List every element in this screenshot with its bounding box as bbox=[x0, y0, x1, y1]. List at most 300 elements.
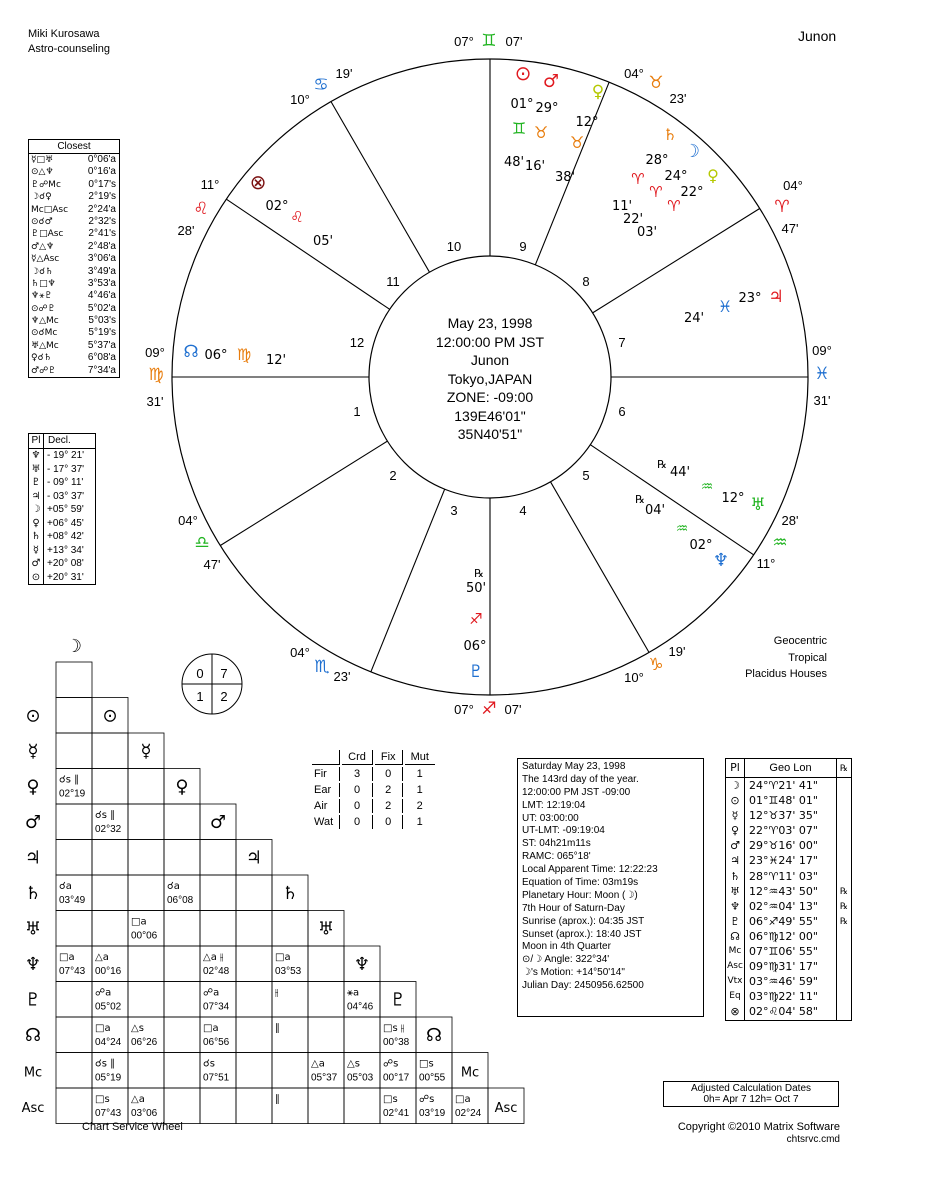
quadrant-value: 7 bbox=[220, 666, 228, 681]
planet-glyph: ☽ bbox=[683, 141, 701, 162]
planet-glyph: ♌ bbox=[290, 208, 304, 226]
planet-glyph: 05' bbox=[312, 234, 334, 249]
center-longitude: 139E46'01" bbox=[454, 407, 526, 424]
geolon-col-lon: Geo Lon bbox=[745, 759, 837, 777]
house-number: 7 bbox=[618, 335, 626, 350]
aspect-symbol: □s bbox=[419, 1058, 434, 1070]
elements-row bbox=[312, 815, 435, 829]
info-line: Moon in 4th Quarter bbox=[522, 941, 611, 953]
closest-row bbox=[29, 290, 119, 302]
center-place: Tokyo,JAPAN bbox=[447, 370, 533, 387]
calculation-info-box bbox=[517, 758, 704, 1017]
planet-glyph: 16' bbox=[524, 159, 546, 174]
aspect-orb: 07°51 bbox=[203, 1072, 230, 1084]
aspect-orb: 02°32 bbox=[95, 824, 122, 835]
planet-glyph: ♉ bbox=[533, 123, 549, 142]
aspect-cell bbox=[92, 911, 128, 947]
decl-planet: ♄ bbox=[29, 530, 44, 544]
planet-glyph: 03' bbox=[636, 225, 658, 240]
footer-file: chtsrvc.cmd bbox=[786, 1134, 840, 1145]
planet-glyph: ℞ bbox=[657, 458, 667, 471]
aspect-row-planet: ♂ bbox=[24, 811, 42, 833]
planet-glyph: 11' bbox=[611, 199, 633, 214]
aspect-row-planet: ♀ bbox=[26, 776, 40, 798]
geolon-value: 23°♓24' 17" bbox=[745, 853, 837, 868]
planet-glyph: ⊙ bbox=[514, 61, 532, 85]
declination-table bbox=[28, 433, 96, 585]
aspect-cell bbox=[92, 769, 128, 805]
aspect-symbol: ∥ bbox=[275, 1023, 280, 1034]
geolon-planet: Vtx bbox=[726, 974, 745, 989]
house-number: 6 bbox=[618, 404, 626, 419]
aspect-orb: 07°43 bbox=[59, 966, 86, 977]
aspect-orb: 03°06 bbox=[131, 1108, 158, 1119]
planet-glyph: ♒ bbox=[675, 521, 689, 537]
decl-value: - 09° 11' bbox=[47, 477, 84, 488]
cusp-sign-icon: ♐ bbox=[481, 699, 497, 719]
closest-row bbox=[29, 241, 119, 253]
planet-glyph: ♈ bbox=[631, 170, 645, 188]
elements-header: Fix bbox=[375, 750, 403, 765]
aspect-cell bbox=[128, 769, 164, 805]
closest-orb: 2°41's bbox=[88, 228, 116, 240]
decl-planet: ♃ bbox=[29, 490, 44, 504]
planet-glyph: ♃ bbox=[768, 287, 784, 307]
aspect-orb: 00°55 bbox=[419, 1072, 446, 1084]
aspect-orb: 00°16 bbox=[95, 966, 122, 977]
house-number: 1 bbox=[353, 404, 361, 419]
info-line: ST: 04h21m11s bbox=[522, 838, 591, 850]
closest-orb: 5°02'a bbox=[87, 302, 116, 314]
info-line: Local Apparent Time: 12:22:23 bbox=[522, 864, 658, 876]
aspect-orb: 03°19 bbox=[419, 1108, 446, 1119]
geolon-col-rx: ℞ bbox=[839, 763, 849, 773]
geolon-value: 12°♉37' 35" bbox=[745, 808, 837, 823]
aspect-cell bbox=[200, 875, 236, 911]
adjusted-title: Adjusted Calculation Dates bbox=[690, 1083, 812, 1094]
info-line: Saturday May 23, 1998 bbox=[522, 761, 626, 772]
center-time: 12:00:00 PM JST bbox=[435, 333, 545, 350]
cusp-minutes: 23' bbox=[333, 669, 351, 684]
cusp-degree: 04° bbox=[624, 66, 644, 81]
element-count: 1 bbox=[416, 784, 423, 796]
cusp-minutes: 28' bbox=[177, 223, 195, 238]
geolon-value: 24°♈21' 41" bbox=[745, 778, 837, 793]
aspect-grid bbox=[0, 628, 520, 1119]
decl-row bbox=[29, 463, 95, 477]
closest-orb: 3°53'a bbox=[87, 277, 116, 289]
planet-glyph: ♅ bbox=[750, 495, 766, 515]
aspect-cell bbox=[56, 911, 92, 947]
decl-col-planet: Pl bbox=[29, 434, 44, 448]
aspect-orb: 00°06 bbox=[131, 930, 158, 942]
closest-pair: ⊙☌Mc bbox=[31, 328, 58, 339]
aspect-cell bbox=[128, 946, 164, 982]
info-line: Julian Day: 2450956.62500 bbox=[522, 980, 644, 992]
info-line: UT: 03:00:00 bbox=[522, 812, 579, 824]
decl-value: +05° 59' bbox=[47, 504, 84, 515]
geolon-row bbox=[726, 793, 851, 808]
aspect-cell bbox=[128, 1053, 164, 1089]
geolon-value: 29°♉16' 00" bbox=[745, 838, 837, 853]
closest-row bbox=[29, 303, 119, 315]
geolon-value: 06°♐49' 55" bbox=[745, 914, 837, 929]
elements-header: Mut bbox=[405, 750, 435, 765]
aspect-symbol: ⫲ bbox=[275, 987, 279, 999]
aspect-symbol: □a bbox=[275, 952, 291, 963]
closest-row bbox=[29, 253, 119, 265]
planet-glyph: 38' bbox=[554, 170, 576, 185]
aspect-cell bbox=[128, 804, 164, 840]
aspect-cell bbox=[92, 875, 128, 911]
aspect-symbol: □a bbox=[59, 952, 75, 963]
aspect-diagonal-planet: ♀ bbox=[175, 776, 189, 798]
planet-glyph: 24' bbox=[683, 311, 705, 326]
geolon-planet: ♅ bbox=[726, 884, 745, 899]
closest-pair: ♇□Asc bbox=[31, 229, 64, 240]
cusp-sign-icon: ♌ bbox=[193, 199, 209, 219]
aspect-symbol: ☍a bbox=[95, 987, 112, 999]
geolon-value: 07°♊06' 55" bbox=[745, 944, 837, 959]
planet-glyph: ♉ bbox=[569, 133, 585, 152]
aspect-symbol: ☍s bbox=[419, 1094, 435, 1105]
closest-pair: ♂△♆ bbox=[31, 241, 55, 252]
cusp-sign-icon: ♏ bbox=[314, 657, 330, 677]
element-count: 1 bbox=[416, 816, 423, 828]
aspect-cell bbox=[308, 946, 344, 982]
cusp-degree: 11° bbox=[756, 556, 776, 571]
info-line: 12:00:00 PM JST -09:00 bbox=[522, 786, 631, 798]
aspect-cell bbox=[164, 1017, 200, 1053]
planet-glyph: ♈ bbox=[649, 183, 663, 201]
aspect-cell bbox=[128, 982, 164, 1018]
aspect-cell bbox=[308, 1088, 344, 1124]
closest-orb: 3°06'a bbox=[87, 253, 116, 265]
aspect-row-planet: ♆ bbox=[24, 953, 42, 975]
closest-pair: ♀☌♄ bbox=[31, 353, 52, 364]
geolon-planet: ♃ bbox=[726, 853, 745, 868]
cusp-degree: 10° bbox=[290, 92, 310, 107]
aspect-symbol: □s bbox=[383, 1094, 398, 1105]
closest-row bbox=[29, 352, 119, 364]
closest-orb: 0°06'a bbox=[87, 154, 116, 165]
planet-glyph: ♀ bbox=[591, 82, 605, 102]
geolon-row bbox=[726, 944, 851, 959]
geolon-planet: ♀ bbox=[726, 823, 745, 838]
geolon-row bbox=[726, 853, 851, 868]
geolon-retro bbox=[837, 778, 851, 793]
geolon-row bbox=[726, 929, 851, 944]
aspect-cell bbox=[128, 875, 164, 911]
aspect-cell bbox=[164, 840, 200, 876]
decl-planet: ⊙ bbox=[29, 571, 44, 585]
planet-glyph: ♍ bbox=[236, 345, 252, 364]
elements-row bbox=[312, 799, 435, 813]
closest-row bbox=[29, 278, 119, 290]
geolon-retro bbox=[837, 838, 851, 853]
house-number: 10 bbox=[446, 239, 462, 254]
aspect-orb: 05°03 bbox=[347, 1072, 374, 1084]
geolon-row bbox=[726, 974, 851, 989]
elements-header: Crd bbox=[342, 750, 373, 765]
geolon-retro bbox=[837, 1004, 851, 1019]
aspect-symbol: ☍s bbox=[383, 1058, 399, 1070]
aspect-orb: 02°41 bbox=[383, 1108, 410, 1119]
info-line: 7th Hour of Saturn-Day bbox=[522, 902, 625, 914]
aspect-row-planet: ♇ bbox=[24, 989, 42, 1011]
aspect-symbol: ∥ bbox=[275, 1094, 280, 1105]
geolon-value: 03°♍22' 11" bbox=[745, 989, 837, 1004]
info-line: Planetary Hour: Moon (☽) bbox=[522, 889, 638, 901]
geolon-value: 03°♒46' 59" bbox=[745, 974, 837, 989]
aspect-orb: 03°53 bbox=[275, 966, 302, 977]
element-count: 1 bbox=[416, 768, 423, 780]
element-label: Fir bbox=[312, 767, 340, 781]
aspect-symbol: □s bbox=[95, 1094, 110, 1105]
planet-glyph: 22° bbox=[680, 185, 704, 200]
closest-pair: ⊙☍♇ bbox=[31, 303, 56, 314]
house-number: 4 bbox=[519, 503, 527, 518]
info-line: Equation of Time: 03m19s bbox=[522, 877, 639, 889]
planet-glyph: ♊ bbox=[511, 119, 527, 138]
house-number: 9 bbox=[519, 239, 527, 254]
decl-value: +06° 45' bbox=[47, 517, 84, 529]
planet-glyph: 06° bbox=[204, 348, 228, 363]
aspect-orb: 00°17 bbox=[383, 1072, 410, 1084]
geolon-row bbox=[726, 914, 851, 929]
geolon-row bbox=[726, 989, 851, 1004]
house-number: 8 bbox=[582, 274, 590, 289]
house-cusp-line bbox=[220, 441, 387, 545]
aspect-diagonal-cell bbox=[56, 662, 92, 698]
geolon-planet: ♇ bbox=[726, 914, 745, 929]
aspect-orb: 02°24 bbox=[455, 1108, 482, 1119]
cusp-degree: 10° bbox=[624, 670, 644, 685]
aspect-orb: 02°48 bbox=[203, 966, 230, 977]
closest-row bbox=[29, 340, 119, 352]
aspect-cell bbox=[236, 1017, 272, 1053]
cusp-sign-icon: ♉ bbox=[648, 73, 664, 93]
aspect-cell bbox=[164, 946, 200, 982]
planet-glyph: ♄ bbox=[662, 125, 678, 144]
house-cusp-line bbox=[226, 199, 389, 309]
house-cusp-line bbox=[331, 102, 430, 273]
closest-aspects-table bbox=[28, 139, 120, 378]
aspect-symbol: △a ⫲ bbox=[203, 952, 224, 963]
closest-orb: 7°34'a bbox=[87, 364, 116, 376]
closest-row bbox=[29, 228, 119, 240]
planet-glyph: 12° bbox=[575, 115, 599, 130]
aspect-cell bbox=[236, 1088, 272, 1124]
house-number: 3 bbox=[450, 503, 458, 518]
closest-orb: 2°24'a bbox=[87, 203, 116, 215]
cusp-degree: 11° bbox=[200, 177, 220, 192]
aspect-symbol: ☌s ∥ bbox=[95, 810, 116, 821]
quadrant-value: 2 bbox=[220, 689, 228, 704]
geolon-planet: ♆ bbox=[726, 899, 745, 914]
planet-glyph: 04' bbox=[644, 503, 666, 518]
aspect-symbol: □a bbox=[95, 1023, 111, 1034]
aspect-diagonal-planet: ☊ bbox=[426, 1024, 442, 1046]
planet-glyph: 23° bbox=[738, 291, 762, 306]
cusp-minutes: 19' bbox=[668, 644, 686, 659]
chart-info-geocentric: Geocentric bbox=[773, 635, 827, 647]
geolon-retro: ℞ bbox=[839, 915, 849, 926]
planet-glyph: ♇ bbox=[468, 662, 484, 682]
closest-row bbox=[29, 179, 119, 191]
planet-glyph: 29° bbox=[535, 101, 559, 116]
chart-info-tropical: Tropical bbox=[788, 651, 827, 664]
element-label: Wat bbox=[312, 815, 340, 829]
planet-glyph: ♈ bbox=[667, 197, 681, 215]
aspect-cell bbox=[200, 1088, 236, 1124]
house-number: 12 bbox=[349, 335, 365, 350]
adjusted-dates-box bbox=[663, 1081, 839, 1107]
aspect-symbol: ☍a bbox=[203, 987, 220, 999]
closest-pair: ♂☍♇ bbox=[31, 365, 57, 376]
decl-planet: ♇ bbox=[29, 476, 44, 490]
element-label: Ear bbox=[312, 783, 340, 797]
house-number: 5 bbox=[582, 468, 590, 483]
aspect-row-planet: ♅ bbox=[24, 918, 42, 940]
planet-glyph: ℞ bbox=[635, 493, 645, 506]
aspect-row-planet: Mc bbox=[23, 1065, 43, 1081]
aspect-symbol: △s bbox=[347, 1058, 360, 1070]
geolon-retro bbox=[837, 853, 851, 868]
closest-orb: 5°19's bbox=[88, 327, 116, 339]
info-line: ⊙/☽ Angle: 322°34' bbox=[522, 954, 610, 966]
aspect-symbol: △a bbox=[131, 1094, 145, 1105]
geolon-value: 09°♍31' 17" bbox=[745, 959, 837, 974]
closest-pair: ♅△Mc bbox=[31, 340, 59, 351]
house-cusp-line bbox=[551, 482, 650, 653]
geolon-retro bbox=[837, 959, 851, 974]
closest-orb: 3°49'a bbox=[87, 265, 116, 277]
planet-glyph: ℞ bbox=[474, 567, 484, 580]
aspect-diagonal-planet: ⊙ bbox=[102, 705, 118, 727]
geolon-value: 01°♊48' 01" bbox=[745, 793, 837, 808]
aspect-cell bbox=[56, 840, 92, 876]
aspect-symbol: ☌s ∥ bbox=[95, 1058, 116, 1070]
closest-orb: 5°03's bbox=[88, 315, 116, 327]
planet-glyph: 06° bbox=[463, 639, 487, 654]
quadrant-value: 1 bbox=[196, 689, 204, 704]
info-line: LMT: 12:19:04 bbox=[522, 799, 586, 811]
element-count: 2 bbox=[416, 800, 423, 812]
center-latitude: 35N40'51" bbox=[457, 426, 523, 442]
closest-row bbox=[29, 166, 119, 178]
aspect-diagonal-planet: ♆ bbox=[353, 953, 371, 975]
chart-info-houses: Placidus Houses bbox=[745, 668, 827, 680]
closest-orb: 0°17's bbox=[88, 178, 116, 190]
aspect-row-planet: ☊ bbox=[25, 1024, 41, 1046]
chart-type-info bbox=[700, 633, 827, 683]
closest-pair: ☽☌♄ bbox=[31, 266, 54, 277]
closest-orb: 4°46'a bbox=[87, 290, 116, 302]
aspect-cell bbox=[56, 733, 92, 769]
decl-planet: ♂ bbox=[29, 557, 44, 571]
closest-pair: ♇☍Mc bbox=[31, 179, 61, 190]
element-count: 0 bbox=[342, 815, 373, 829]
aspect-cell bbox=[236, 946, 272, 982]
geolon-planet: ♄ bbox=[726, 869, 745, 884]
closest-orb: 6°08'a bbox=[87, 352, 116, 364]
cusp-minutes: 31' bbox=[146, 394, 164, 409]
geolon-row bbox=[726, 869, 851, 884]
geolon-retro bbox=[837, 944, 851, 959]
chart-center-info bbox=[390, 314, 590, 444]
geolon-retro bbox=[837, 869, 851, 884]
aspect-row-planet: ♃ bbox=[24, 847, 42, 869]
elements-row bbox=[312, 783, 435, 797]
aspect-cell bbox=[56, 698, 92, 734]
aspect-orb: 02°19 bbox=[59, 788, 86, 800]
geolon-value: 12°♒43' 50" bbox=[745, 884, 837, 899]
cusp-sign-icon: ♒ bbox=[772, 533, 788, 553]
decl-value: +13° 34' bbox=[47, 544, 84, 556]
aspect-cell bbox=[164, 982, 200, 1018]
decl-value: +20° 08' bbox=[47, 558, 84, 569]
closest-pair: ♆⚹♇ bbox=[31, 291, 53, 302]
aspect-cell bbox=[200, 840, 236, 876]
house-cusp-line bbox=[593, 208, 760, 312]
geolon-value: 02°♌04' 58" bbox=[745, 1004, 837, 1019]
geo-longitude-table bbox=[725, 758, 852, 1021]
closest-row bbox=[29, 191, 119, 203]
elements-row bbox=[312, 767, 435, 781]
aspect-symbol: △a bbox=[95, 952, 109, 963]
elements-header bbox=[312, 750, 340, 765]
footer-copyright: Copyright ©2010 Matrix Software bbox=[677, 1121, 840, 1133]
aspect-diagonal-planet: ♇ bbox=[389, 989, 407, 1011]
decl-row bbox=[29, 530, 95, 544]
house-number: 2 bbox=[389, 468, 397, 483]
geolon-col-planet: Pl bbox=[726, 759, 745, 777]
closest-pair: ⊙☌♂ bbox=[31, 216, 53, 227]
geolon-row bbox=[726, 1004, 851, 1019]
aspect-symbol: ☌s bbox=[203, 1058, 215, 1070]
cusp-degree: 07° bbox=[454, 34, 474, 49]
planet-glyph: ⊗ bbox=[249, 170, 267, 194]
house-number: 11 bbox=[386, 274, 400, 289]
center-name: Junon bbox=[470, 352, 510, 368]
cusp-sign-icon: ♎ bbox=[194, 533, 210, 553]
aspect-cell bbox=[56, 1053, 92, 1089]
closest-orb: 2°19's bbox=[88, 191, 116, 203]
aspect-cell bbox=[236, 982, 272, 1018]
closest-pair: ♆△Mc bbox=[31, 316, 59, 327]
center-date: May 23, 1998 bbox=[447, 315, 533, 331]
aspect-diagonal-planet: Asc bbox=[494, 1100, 518, 1116]
geolon-planet: Mc bbox=[726, 944, 745, 959]
cusp-sign-icon: ♊ bbox=[481, 31, 497, 51]
aspect-cell bbox=[56, 1017, 92, 1053]
closest-orb: 2°48'a bbox=[87, 240, 116, 252]
geolon-value: 28°♈11' 03" bbox=[745, 869, 837, 884]
decl-value: +08° 42' bbox=[47, 531, 84, 542]
element-count: 0 bbox=[342, 783, 373, 797]
geolon-retro: ℞ bbox=[839, 900, 849, 911]
cusp-minutes: 07' bbox=[505, 34, 523, 49]
aspect-diagonal-planet: Mc bbox=[460, 1065, 480, 1081]
decl-row bbox=[29, 490, 95, 504]
closest-row bbox=[29, 204, 119, 216]
quadrant-value: 0 bbox=[196, 666, 204, 681]
geolon-planet: ♂ bbox=[726, 838, 745, 853]
planet-glyph: ♐ bbox=[469, 610, 483, 628]
aspect-row-planet: ♄ bbox=[24, 882, 42, 904]
decl-row bbox=[29, 476, 95, 490]
